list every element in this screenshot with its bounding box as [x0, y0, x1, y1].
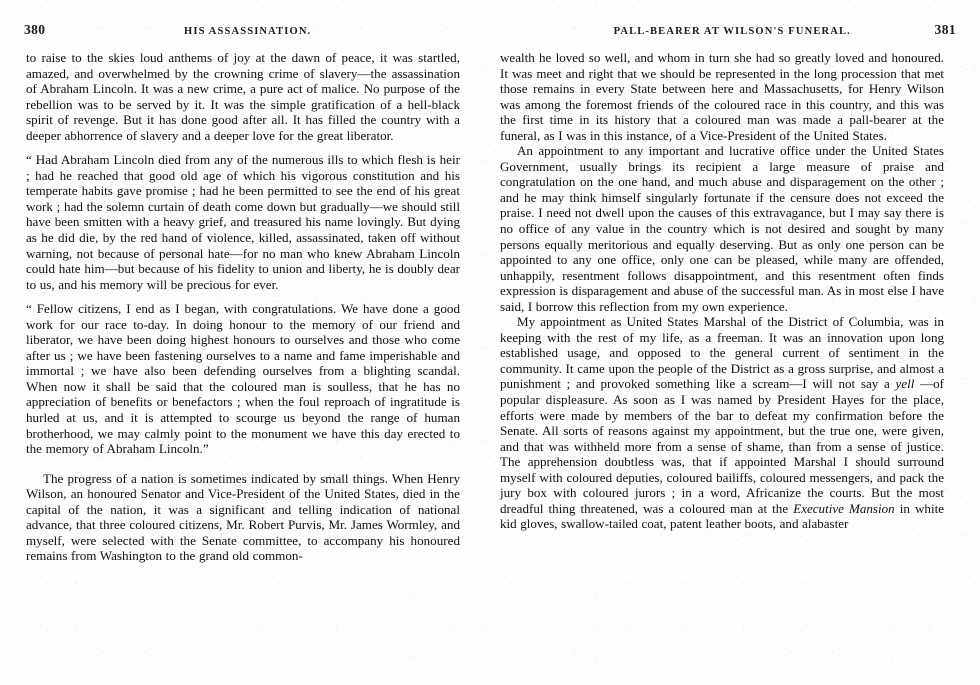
paragraph: “ Fellow citizens, I end as I began, with congratulations. We have done a good work for our race to-day. In doing honour to the memory of our friend and liberator, we have been doing highest honours to ourselves and those who come after us ; we have been fastening ourselves to a name and fame imperishable and immortal ; we have also been defending ourselves from a blighting scandal. When now it shall be said that the coloured man is soulless, that he has no appreciation of benefits or benefactors ; when the foul reproach of ingratitude is hurled at us, and it is attempted to scourge us beyond the range of human brotherhood, we may calmly point to the monument we have this day erected to the memory of Abraham Lincoln.”: [26, 301, 460, 457]
paragraph: My appointment as United States Marshal of the District of Columbia, was in keeping with the rest of my life, as a freeman. It was an innovation upon long established usage, and opposed to the general current of sentiment in the community. It came upon the people of the District as a gross surprise, and almost a punishment ; and provoked something like a scream—I will not say a yell —of popular displeasure. As soon as I was named by President Hayes for the place, efforts were made by members of the bar to defeat my confirmation before the Senate. All sorts of reasons against my appointment, but the true one, were given, and that was withheld more from a sense of shame, than from a sense of justice. The apprehension doubtless was, that if appointed Marshal I should surround myself with coloured deputies, coloured bailiffs, coloured messengers, and pack the jury box with coloured jurors ; in a word, Africanize the courts. But the most dreadful thing threatened, was a coloured man at the Executive Mansion in white kid gloves, swallow-tailed coat, patent leather boots, and alabaster: [500, 314, 944, 532]
folio-verso: 380: [24, 22, 46, 37]
paragraph: An appointment to any important and lucrative office under the United States Government, usually brings its recipient a large measure of praise and congratulation on the one hand, and much abuse and disparagement on the other ; and he may think himself singularly fortunate if the censure does not exceed the praise. I need not dwell upon the causes of this extravagance, but I may say there is no office of any value in the country which is not desired and sought by many persons equally meritorious and equally deserving. But as only one person can be appointed to any one office, only one can be pleased, while many are offended, unhappily, resentment follows disappointment, and this resentment often finds expression is disparagement and abuse of the successful man. As in most else I have said, I borrow this reflection from my own experience.: [500, 143, 944, 314]
column-right: [500, 50, 944, 564]
text-columns: [26, 50, 954, 564]
running-head-title-recto: PALL-BEARER AT WILSON'S FUNERAL.: [613, 26, 851, 37]
paragraph: to raise to the skies loud anthems of joy at the dawn of peace, it was startled, amazed, and overwhelmed by the crowning crime of slavery—the assassination of Abraham Lincoln. It was a new crime, a pure act of malice. No purpose of the rebellion was to be served by it. It was the simple gratification of a hell-black spirit of revenge. But it has done good after all. It has filled the country with a deeper abhorrence of slavery and a deeper love for the great liberator.: [26, 50, 460, 143]
running-head-row: [24, 22, 956, 38]
folio-recto: 381: [934, 22, 956, 37]
paragraph: “ Had Abraham Lincoln died from any of the numerous ills to which flesh is heir ; had he reached that good old age of which his vigorous constitution and his temperate habits gave promise ; had he been permitted to see the end of his great work ; had the solemn curtain of death come down but gradually—we should still have been smitten with a heavy grief, and treasured his name lovingly. But dying as he did die, by the red hand of violence, killed, assassinated, taken off without warning, not because of personal hate—for no man who knew Abraham Lincoln could hate him—but because of his fidelity to union and liberty, he is doubly dear to us, and his memory will be precious for ever.: [26, 152, 460, 292]
emphasis-text: Executive Mansion: [793, 500, 895, 516]
paragraph: The progress of a nation is sometimes indicated by small things. When Henry Wilson, an honoured Senator and Vice-President of the United States, died in the capital of the nation, it was a significant and telling indication of national advance, that three coloured citizens, Mr. Robert Purvis, Mr. James Wormley, and myself, were selected with the Senate committee, to accompany his honoured remains from Washington to the grand old common-: [26, 470, 460, 564]
running-head: [24, 22, 956, 38]
running-head-title-verso: HIS ASSASSINATION.: [184, 26, 312, 37]
column-left: [26, 50, 460, 564]
running-head-recto: [504, 22, 956, 38]
paragraph: wealth he loved so well, and whom in turn she had so greatly loved and honoured. It was meet and right that we should be represented in the long procession that met those remains in every State between here and Massachusetts, for Henry Wilson was among the foremost friends of the coloured race in this country, and this was the first time in its history that a coloured man was made a pall-bearer at the funeral, as I was in this instance, of a Vice-President of the United States.: [500, 50, 944, 143]
emphasis-text: yell: [895, 376, 915, 392]
running-head-verso: [24, 22, 484, 38]
